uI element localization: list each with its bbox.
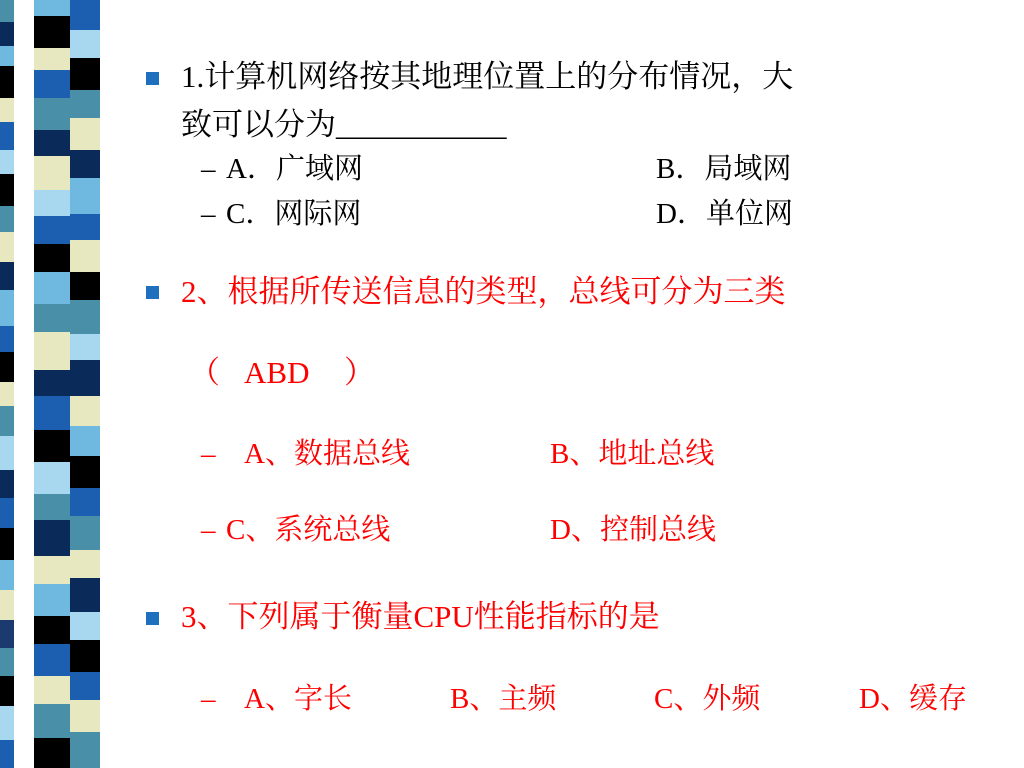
q3-option-b: B、主频 [450,683,557,715]
decorative-stripe [0,620,14,648]
decorative-stripe [34,130,70,156]
decorative-stripe [0,98,14,122]
decorative-stripe [34,704,70,738]
q2-answer-open: （ [189,355,220,390]
decorative-stripe [70,578,100,612]
q2-option-a: A、数据总线 [244,438,410,470]
decorative-stripe [34,556,70,584]
q1-option-dash: – [201,153,216,185]
decorative-stripe [34,430,70,462]
decorative-stripe [0,262,14,290]
q2-line1: 2、根据所传送信息的类型，总线可分为三类 [181,274,786,309]
decorative-stripe [0,406,14,436]
decorative-stripe [34,98,70,130]
decorative-stripe [34,644,70,676]
decorative-stripe [70,612,100,640]
bullet-icon [146,72,159,85]
decorative-stripe [0,676,14,706]
q2-answer: ABD [244,355,310,390]
decorative-stripe [0,326,14,352]
q1-option-c: C．网际网 [226,198,362,230]
decorative-stripe [70,118,100,150]
decorative-stripe [34,216,70,244]
decorative-stripe [34,584,70,616]
decorative-stripe [0,528,14,560]
decorative-stripe [0,290,14,326]
decorative-stripe [34,396,70,430]
decorative-stripe [70,488,100,516]
decorative-stripe [70,732,100,768]
decorative-stripe [34,70,70,98]
decorative-stripe [0,174,14,206]
q1-option-a: A．广域网 [226,153,363,185]
decorative-stripe [34,370,70,396]
q2-option-c: C、系统总线 [226,514,391,546]
decorative-stripe [34,244,70,272]
decorative-stripe [0,122,14,150]
q3-line1: 3、下列属于衡量CPU性能指标的是 [181,599,660,634]
decorative-stripe [70,360,100,396]
decorative-stripe [70,700,100,732]
decorative-side-strip [0,0,128,768]
decorative-stripe [0,560,14,590]
decorative-stripe [0,648,14,676]
bullet-icon [146,286,159,299]
decorative-stripe [70,550,100,578]
decorative-stripe [70,272,100,300]
decorative-stripe [34,0,70,16]
decorative-stripe [70,214,100,240]
q2-option-dash: – [201,514,216,546]
decorative-stripe [34,48,70,70]
decorative-stripe [34,190,70,216]
decorative-stripe [0,232,14,262]
q3-option-dash: – [201,683,216,715]
decorative-stripe [0,706,14,740]
q2-answer-close: ） [344,355,375,390]
decorative-stripe [34,676,70,704]
decorative-stripe [34,520,70,556]
decorative-stripe [70,90,100,118]
q1-line2: 致可以分为___________ [181,107,507,142]
decorative-stripe [0,590,14,620]
decorative-stripe [34,332,70,370]
q1-option-dash: – [201,198,216,230]
decorative-stripe [34,462,70,494]
decorative-stripe [34,272,70,304]
decorative-stripe [0,46,14,66]
q3-option-c: C、外频 [654,683,761,715]
decorative-stripe [0,470,14,498]
q3-option-a: A、字长 [244,683,352,715]
decorative-stripe [0,22,14,46]
q2-option-b: B、地址总线 [550,438,715,470]
decorative-stripe [0,150,14,174]
decorative-stripe [70,426,100,456]
decorative-stripe [0,740,14,768]
q3-option-d: D、缓存 [859,683,967,715]
decorative-stripe [0,382,14,406]
decorative-stripe [34,16,70,48]
decorative-stripe [70,334,100,360]
q2-option-dash: – [201,438,216,470]
decorative-stripe [0,352,14,382]
decorative-stripe [70,0,100,30]
decorative-stripe [34,304,70,332]
decorative-stripe [34,156,70,190]
q1-option-b: B．局域网 [656,153,792,185]
decorative-stripe [0,206,14,232]
decorative-stripe [70,58,100,90]
decorative-stripe [0,66,14,98]
q1-line1: 1.计算机网络按其地理位置上的分布情况，大 [181,59,794,94]
decorative-stripe [70,240,100,272]
decorative-stripe [34,738,70,768]
decorative-stripe [34,616,70,644]
decorative-stripe [70,178,100,214]
decorative-stripe [0,436,14,470]
decorative-stripe [0,498,14,528]
decorative-stripe [70,456,100,488]
decorative-stripe [70,396,100,426]
q2-option-d: D、控制总线 [550,514,716,546]
bullet-icon [146,612,159,625]
decorative-stripe [70,516,100,550]
decorative-stripe [70,300,100,334]
decorative-stripe [70,672,100,700]
decorative-stripe [70,30,100,58]
decorative-stripe [70,640,100,672]
decorative-stripe [34,494,70,520]
q1-option-d: D．单位网 [656,198,793,230]
decorative-stripe [0,0,14,22]
decorative-stripe [70,150,100,178]
